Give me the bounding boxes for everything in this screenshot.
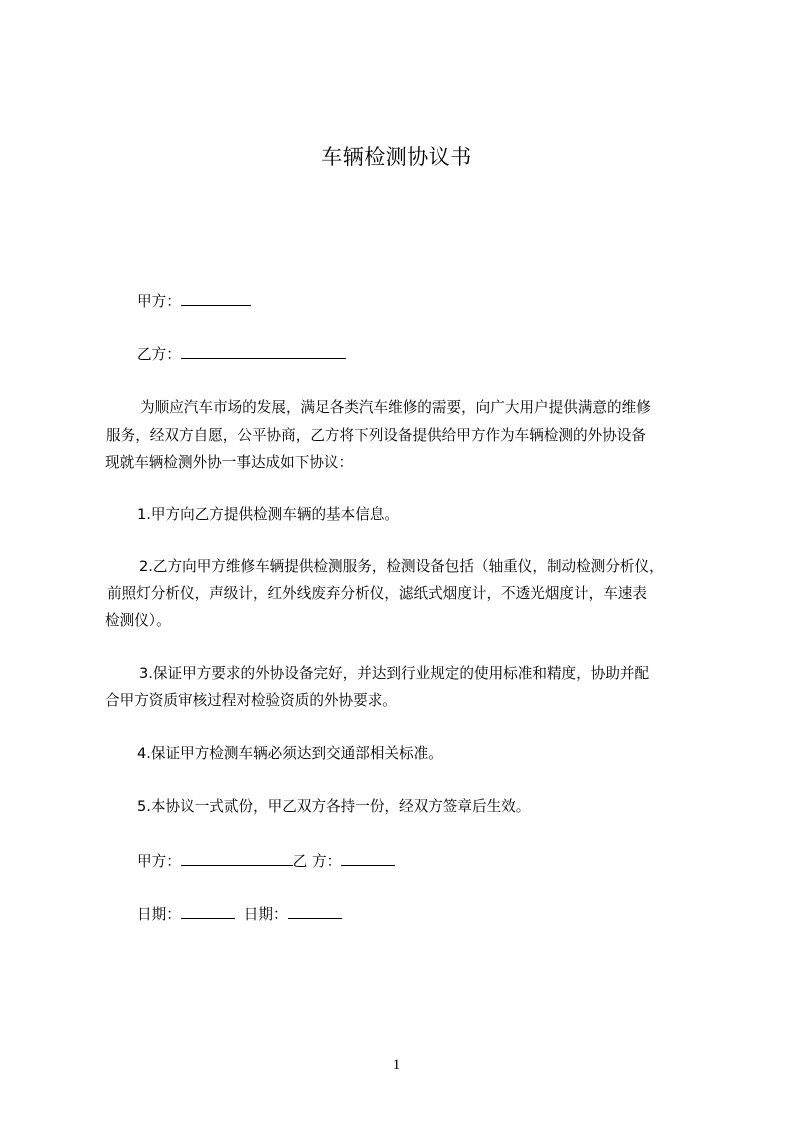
signature-party-b-label: 乙 方： [292, 853, 342, 870]
clause-4: 4.保证甲方检测车辆必须达到交通部相关标准。 [137, 745, 443, 762]
date-label-2: 日期： [243, 906, 288, 923]
clause-2-line-1: 2.乙方向甲方维修车辆提供检测服务，检测设备包括（轴重仪，制动检测分析仪， [139, 558, 664, 575]
intro-line-3: 现就车辆检测外协一事达成如下协议： [105, 454, 354, 471]
clause-2-line-2: 前照灯分析仪，声级计，红外线废弃分析仪，滤纸式烟度计，不透光烟度计，车速表 [107, 585, 647, 602]
clause-1: 1.甲方向乙方提供检测车辆的基本信息。 [137, 506, 400, 523]
document-title: 车辆检测协议书 [321, 145, 472, 169]
date-line [0, 904, 793, 925]
intro-line-2: 服务，经双方自愿，公平协商，乙方将下列设备提供给甲方作为车辆检测的外协设备 [106, 427, 646, 444]
signature-party-b-blank [341, 851, 395, 866]
party-a-line [0, 291, 793, 312]
party-a-blank [181, 291, 251, 306]
intro-line-1: 为顺应汽车市场的发展，满足各类汽车维修的需要，向广大用户提供满意的维修 [140, 399, 651, 416]
date-blank-1 [181, 904, 235, 919]
clause-3-line-2: 合甲方资质审核过程对检验资质的外协要求。 [105, 692, 397, 709]
clause-5: 5.本协议一式贰份，甲乙双方各持一份，经双方签章后生效。 [137, 798, 531, 815]
signature-party-a-label: 甲方： [137, 853, 181, 870]
page-number: 1 [392, 1057, 401, 1073]
party-b-blank [181, 344, 346, 359]
party-a-label: 甲方： [137, 293, 181, 310]
signature-line [0, 851, 793, 872]
clause-2-line-3: 检测仪）。 [105, 612, 171, 629]
party-b-label: 乙方： [137, 346, 181, 363]
date-blank-2 [288, 904, 342, 919]
clause-3-line-1: 3.保证甲方要求的外协设备完好，并达到行业规定的使用标准和精度，协助并配 [139, 665, 650, 682]
date-label-1: 日期： [137, 906, 181, 923]
signature-party-a-blank [181, 851, 293, 866]
party-b-line [0, 344, 793, 365]
